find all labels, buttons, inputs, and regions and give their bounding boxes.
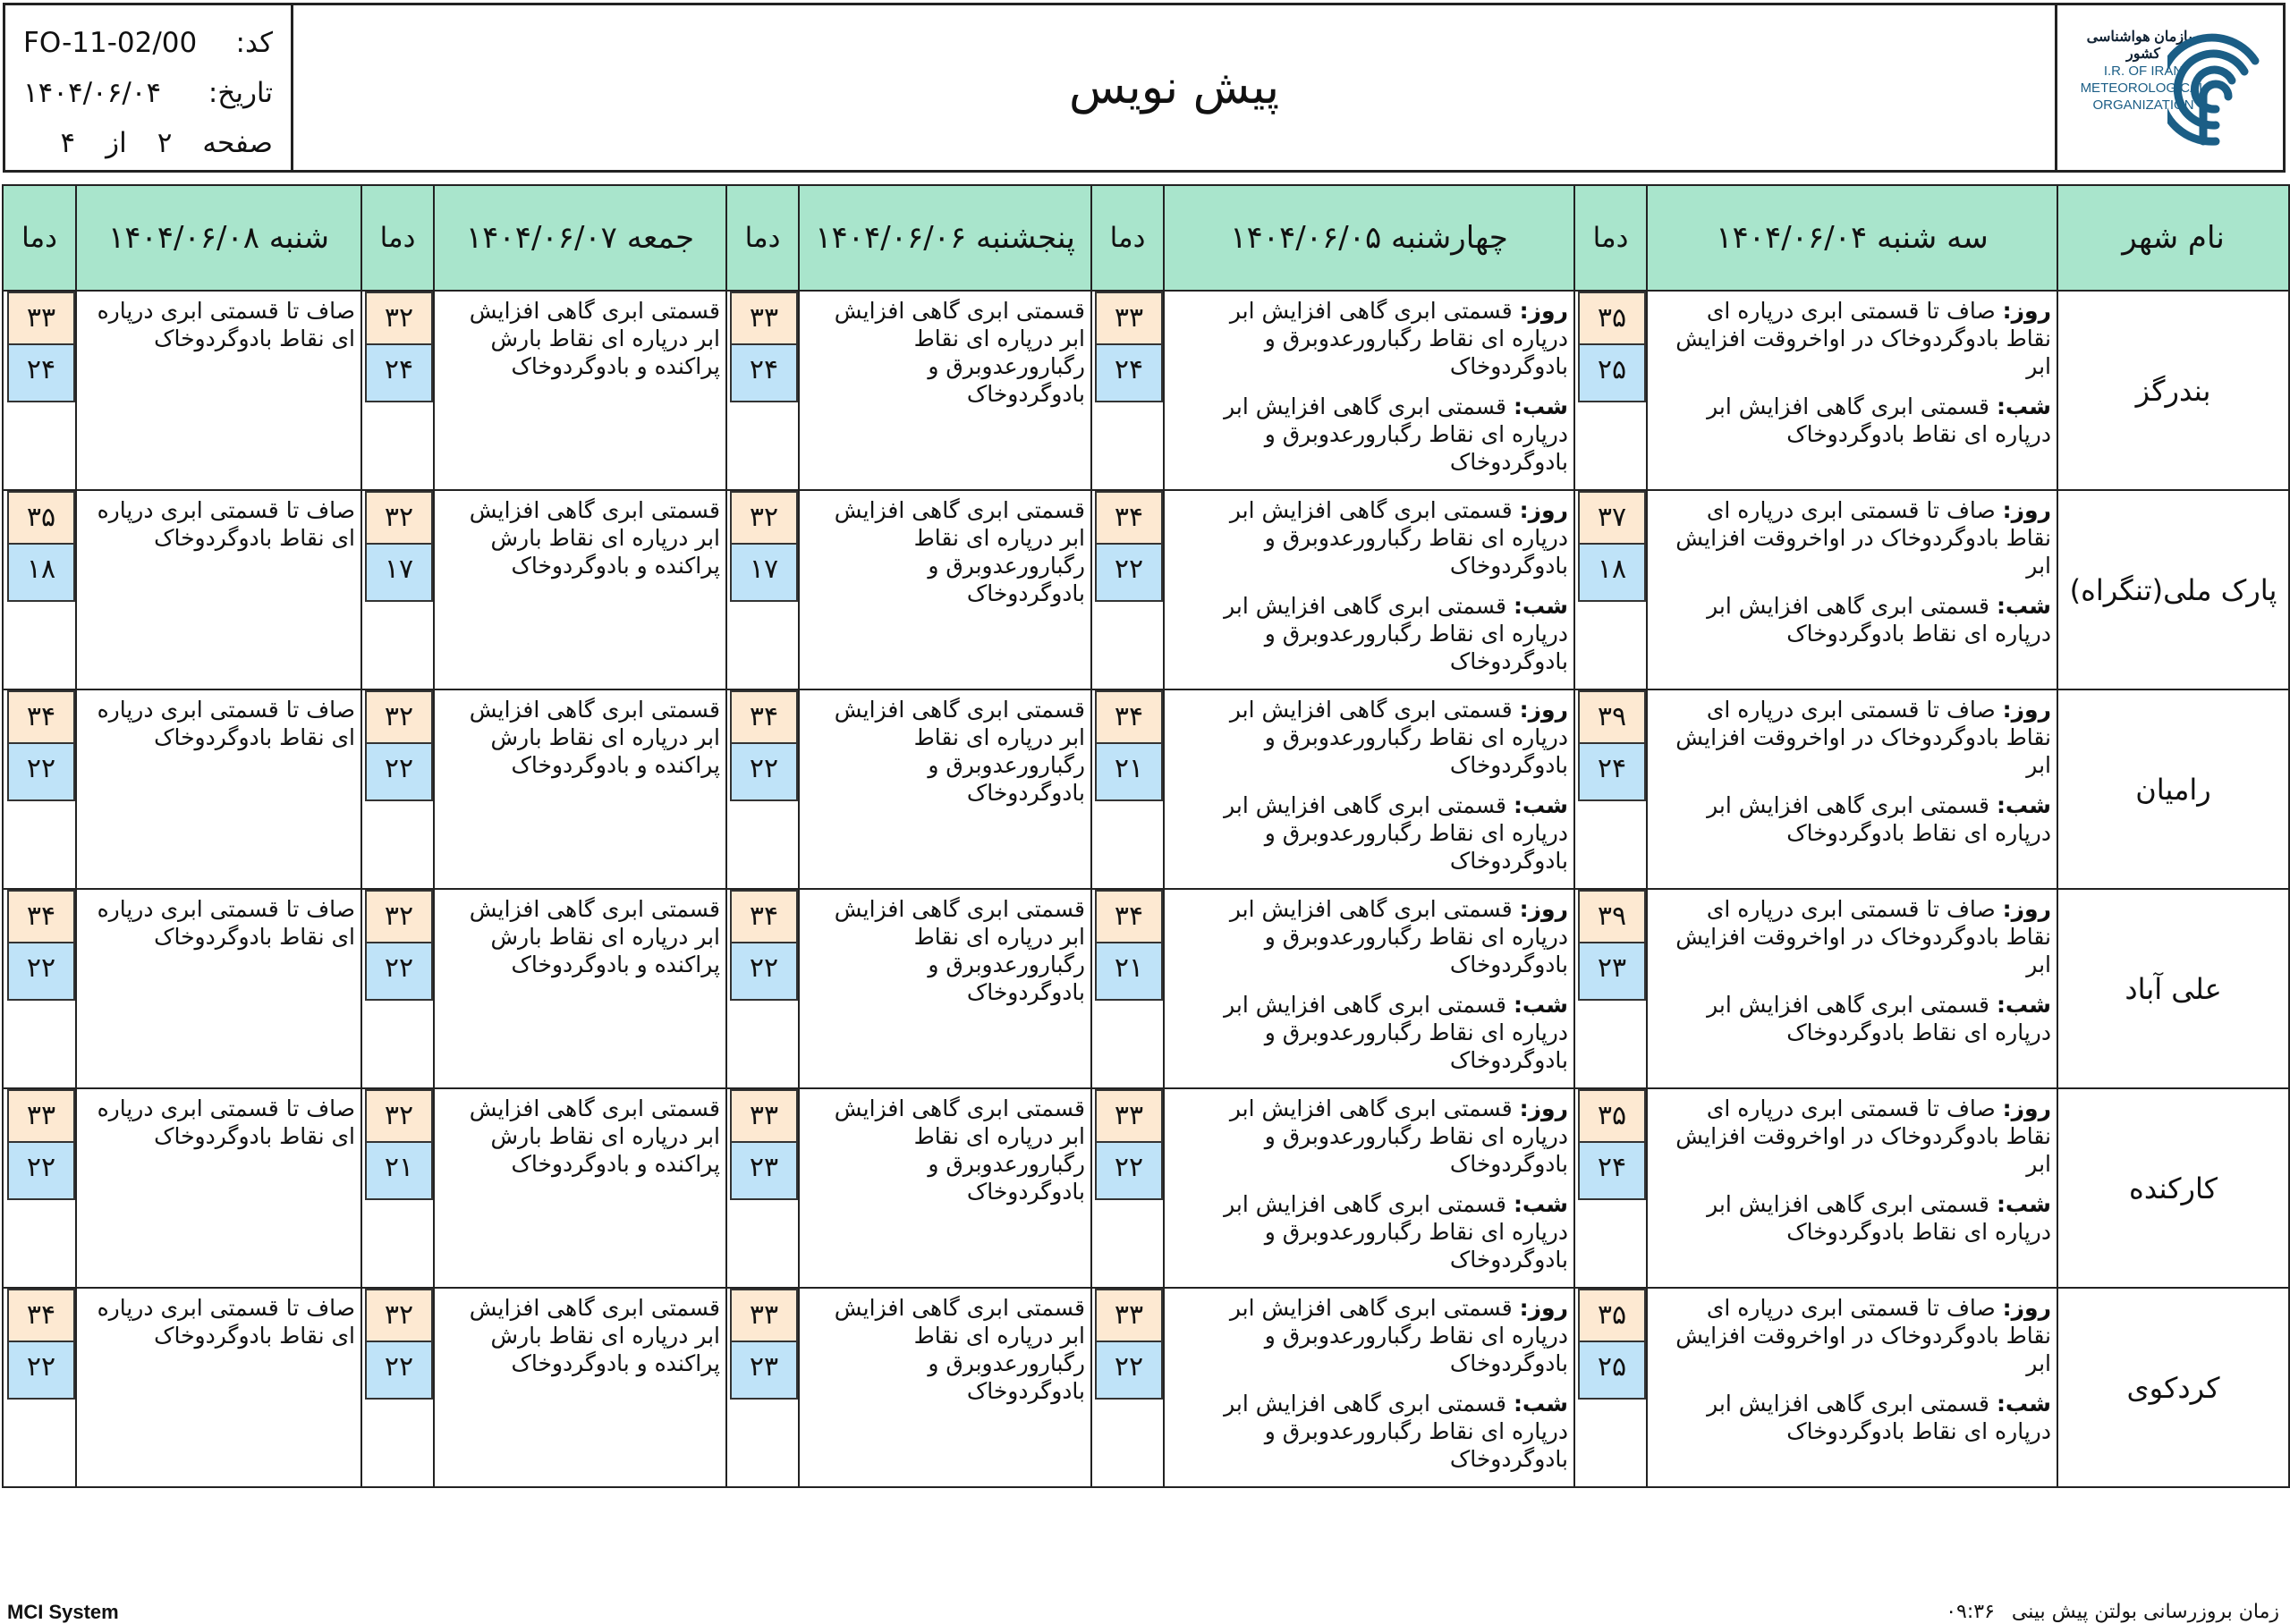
city-name: کارکنده: [2057, 1088, 2289, 1288]
city-name: کردکوی: [2057, 1288, 2289, 1487]
min-temp: ۲۴: [1578, 1143, 1646, 1200]
max-temp: ۳۵: [7, 491, 75, 545]
forecast-text: قسمتی ابری گاهی افزایش ابر درپاره ای نقاط رگبارورعدوبرق و بادوگردوخاک: [834, 1295, 1085, 1404]
night-forecast-text: قسمتی ابری گاهی افزایش ابر درپاره ای نقاط رگبارورعدوبرق و بادوگردوخاک: [1224, 1391, 1568, 1472]
temp-cell: [726, 490, 799, 689]
forecast-description: [76, 1288, 361, 1487]
temp-cell: [726, 1088, 799, 1288]
day-header-2: چهارشنبه ۱۴۰۴/۰۶/۰۵: [1164, 185, 1574, 291]
temp-cell: [726, 291, 799, 490]
temp-cell: [361, 1088, 434, 1288]
spiral-logo-icon: [2167, 25, 2264, 150]
night-label: شب:: [1513, 1391, 1568, 1417]
city-column-header: نام شهر: [2057, 185, 2289, 291]
day-forecast-text: صاف تا قسمتی ابری درپاره ای نقاط بادوگردوخاک در اواخروقت افزایش ابر: [1675, 298, 2051, 379]
forecast-description: [799, 490, 1091, 689]
temp-cell: [726, 689, 799, 889]
forecast-text: صاف تا قسمتی ابری درپاره ای نقاط بادوگردوخاک: [97, 1095, 355, 1149]
forecast-text: قسمتی ابری گاهی افزایش ابر درپاره ای نقاط بارش پراکنده و بادوگردوخاک: [469, 298, 720, 379]
min-temp: ۲۱: [1095, 943, 1163, 1001]
max-temp: ۳۴: [730, 690, 798, 744]
day-forecast-text: صاف تا قسمتی ابری درپاره ای نقاط بادوگردوخاک در اواخروقت افزایش ابر: [1675, 1095, 2051, 1177]
day-forecast: [1172, 696, 1568, 779]
forecast-day-night: [1647, 490, 2057, 689]
min-temp: ۲۴: [7, 345, 75, 402]
day-label: روز:: [2002, 1095, 2051, 1121]
night-label: شب:: [1996, 1391, 2051, 1417]
logo-fa-text: سازمان هواشناسی کشور: [2086, 30, 2201, 62]
day-forecast: [1172, 895, 1568, 978]
date-value: ۱۴۰۴/۰۶/۰۴: [23, 77, 162, 109]
day-forecast: [1655, 696, 2051, 779]
temp-cell: [1574, 291, 1647, 490]
min-temp: ۲۲: [7, 744, 75, 801]
day-label: روز:: [1519, 697, 1568, 723]
code-label: کد:: [235, 27, 273, 59]
forecast-description: [434, 1288, 726, 1487]
page-title: پیش نویس: [1068, 61, 1280, 114]
temp-cell: [3, 689, 76, 889]
temp-cell: [1574, 1088, 1647, 1288]
day-label: روز:: [1519, 298, 1568, 324]
max-temp: ۳۲: [365, 1089, 433, 1143]
max-temp: ۳۲: [365, 292, 433, 345]
min-temp: ۲۲: [730, 744, 798, 801]
night-forecast: [1655, 592, 2051, 647]
day-forecast: [1655, 297, 2051, 380]
min-temp: ۲۱: [1095, 744, 1163, 801]
table-row: [3, 689, 2289, 889]
code-value: FO-11-02/00: [23, 27, 198, 59]
min-temp: ۲۳: [1578, 943, 1646, 1001]
min-temp: ۱۷: [365, 545, 433, 602]
night-forecast-text: قسمتی ابری گاهی افزایش ابر درپاره ای نقاط بادوگردوخاک: [1707, 992, 2051, 1045]
day-label: روز:: [2002, 1295, 2051, 1321]
temp-cell: [3, 291, 76, 490]
forecast-description: [76, 291, 361, 490]
temp-cell: [3, 1088, 76, 1288]
temp-cell: [1091, 689, 1164, 889]
page-label: صفحه: [202, 127, 273, 159]
temp-cell: [361, 689, 434, 889]
temp-cell: [3, 889, 76, 1088]
day-forecast: [1172, 1095, 1568, 1178]
forecast-day-night: [1647, 291, 2057, 490]
max-temp: ۳۳: [730, 1289, 798, 1342]
day-forecast: [1172, 297, 1568, 380]
day-forecast-text: قسمتی ابری گاهی افزایش ابر درپاره ای نقاط رگبارورعدوبرق و بادوگردوخاک: [1229, 896, 1568, 977]
forecast-table: [2, 184, 2290, 1488]
city-name: رامیان: [2057, 689, 2289, 889]
max-temp: ۳۲: [365, 491, 433, 545]
forecast-description: [434, 889, 726, 1088]
day-forecast-text: صاف تا قسمتی ابری درپاره ای نقاط بادوگردوخاک در اواخروقت افزایش ابر: [1675, 697, 2051, 778]
logo-en-line3: ORGANIZATION: [2092, 97, 2194, 113]
max-temp: ۳۴: [1095, 890, 1163, 943]
day-forecast: [1172, 496, 1568, 579]
forecast-description: [76, 490, 361, 689]
date-label: تاریخ:: [208, 77, 273, 109]
night-forecast-text: قسمتی ابری گاهی افزایش ابر درپاره ای نقاط بادوگردوخاک: [1707, 1191, 2051, 1245]
max-temp: ۳۳: [7, 292, 75, 345]
max-temp: ۳۲: [365, 1289, 433, 1342]
forecast-description: [76, 889, 361, 1088]
forecast-day-night: [1164, 291, 1574, 490]
table-header-row: [3, 185, 2289, 291]
temp-cell: [361, 490, 434, 689]
forecast-day-night: [1164, 1288, 1574, 1487]
table-row: [3, 291, 2289, 490]
min-temp: ۱۸: [1578, 545, 1646, 602]
night-forecast-text: قسمتی ابری گاهی افزایش ابر درپاره ای نقاط بادوگردوخاک: [1707, 792, 2051, 846]
night-forecast: [1655, 1390, 2051, 1445]
max-temp: ۳۲: [365, 890, 433, 943]
min-temp: ۲۳: [730, 1143, 798, 1200]
temp-cell: [726, 1288, 799, 1487]
night-forecast: [1655, 791, 2051, 847]
forecast-text: قسمتی ابری گاهی افزایش ابر درپاره ای نقاط رگبارورعدوبرق و بادوگردوخاک: [834, 1095, 1085, 1205]
night-forecast: [1655, 991, 2051, 1046]
day-label: روز:: [2002, 497, 2051, 523]
max-temp: ۳۹: [1578, 890, 1646, 943]
max-temp: ۳۴: [1095, 690, 1163, 744]
logo-en-line2: METEOROLOGICAL: [2080, 80, 2207, 96]
forecast-description: [799, 889, 1091, 1088]
table-row: [3, 1288, 2289, 1487]
max-temp: ۳۲: [365, 690, 433, 744]
night-label: شب:: [1513, 593, 1568, 619]
page-of: از: [106, 127, 127, 159]
min-temp: ۲۲: [7, 943, 75, 1001]
forecast-day-night: [1647, 1288, 2057, 1487]
night-label: شب:: [1996, 1191, 2051, 1217]
min-temp: ۲۴: [365, 345, 433, 402]
forecast-day-night: [1647, 889, 2057, 1088]
footer-system-label: MCI System: [7, 1601, 119, 1623]
temp-cell: [1091, 490, 1164, 689]
min-temp: ۲۵: [1578, 1342, 1646, 1400]
day-label: روز:: [1519, 1095, 1568, 1121]
night-label: شب:: [1513, 1191, 1568, 1217]
page-current: ۲: [157, 127, 173, 159]
forecast-table-body: [3, 291, 2289, 1487]
max-temp: ۳۳: [1095, 1289, 1163, 1342]
night-label: شب:: [1513, 393, 1568, 419]
day-forecast-text: قسمتی ابری گاهی افزایش ابر درپاره ای نقاط رگبارورعدوبرق و بادوگردوخاک: [1229, 1095, 1568, 1177]
max-temp: ۳۳: [1095, 292, 1163, 345]
max-temp: ۳۳: [7, 1089, 75, 1143]
day-forecast-text: قسمتی ابری گاهی افزایش ابر درپاره ای نقاط رگبارورعدوبرق و بادوگردوخاک: [1229, 1295, 1568, 1376]
footer-update: [1946, 1601, 2279, 1623]
temp-cell: [361, 889, 434, 1088]
max-temp: ۳۲: [730, 491, 798, 545]
day-forecast-text: صاف تا قسمتی ابری درپاره ای نقاط بادوگردوخاک در اواخروقت افزایش ابر: [1675, 1295, 2051, 1376]
temp-cell: [1091, 889, 1164, 1088]
forecast-text: قسمتی ابری گاهی افزایش ابر درپاره ای نقاط بارش پراکنده و بادوگردوخاک: [469, 896, 720, 977]
update-time: ۰۹:۳۶: [1946, 1601, 1995, 1623]
forecast-text: قسمتی ابری گاهی افزایش ابر درپاره ای نقاط رگبارورعدوبرق و بادوگردوخاک: [834, 298, 1085, 407]
forecast-text: صاف تا قسمتی ابری درپاره ای نقاط بادوگردوخاک: [97, 497, 355, 551]
max-temp: ۳۴: [7, 690, 75, 744]
temp-cell: [3, 1288, 76, 1487]
organization-logo: [2055, 5, 2283, 170]
temp-cell: [1091, 1088, 1164, 1288]
city-name: علی آباد: [2057, 889, 2289, 1088]
max-temp: ۳۴: [7, 1289, 75, 1342]
night-forecast-text: قسمتی ابری گاهی افزایش ابر درپاره ای نقاط رگبارورعدوبرق و بادوگردوخاک: [1224, 992, 1568, 1073]
temp-cell: [3, 490, 76, 689]
night-forecast-text: قسمتی ابری گاهی افزایش ابر درپاره ای نقاط بادوگردوخاک: [1707, 593, 2051, 647]
forecast-day-night: [1164, 689, 1574, 889]
forecast-description: [76, 689, 361, 889]
forecast-text: صاف تا قسمتی ابری درپاره ای نقاط بادوگردوخاک: [97, 298, 355, 351]
max-temp: ۳۴: [1095, 491, 1163, 545]
temp-cell: [1574, 889, 1647, 1088]
night-forecast-text: قسمتی ابری گاهی افزایش ابر درپاره ای نقاط بادوگردوخاک: [1707, 1391, 2051, 1444]
forecast-text: قسمتی ابری گاهی افزایش ابر درپاره ای نقاط بارش پراکنده و بادوگردوخاک: [469, 1295, 720, 1376]
night-forecast: [1655, 1190, 2051, 1246]
meta-page: [23, 118, 273, 168]
min-temp: ۲۲: [365, 1342, 433, 1400]
night-label: شب:: [1996, 393, 2051, 419]
max-temp: ۳۷: [1578, 491, 1646, 545]
night-forecast: [1172, 791, 1568, 875]
day-forecast-text: صاف تا قسمتی ابری درپاره ای نقاط بادوگردوخاک در اواخروقت افزایش ابر: [1675, 497, 2051, 579]
forecast-text: قسمتی ابری گاهی افزایش ابر درپاره ای نقاط رگبارورعدوبرق و بادوگردوخاک: [834, 697, 1085, 806]
day-forecast: [1655, 1095, 2051, 1178]
forecast-day-night: [1647, 1088, 2057, 1288]
temp-cell: [726, 889, 799, 1088]
min-temp: ۲۴: [730, 345, 798, 402]
temp-header-3: دما: [726, 185, 799, 291]
night-forecast: [1172, 393, 1568, 476]
day-label: روز:: [2002, 697, 2051, 723]
meta-date: [23, 68, 273, 118]
day-header-5: شنبه ۱۴۰۴/۰۶/۰۸: [76, 185, 361, 291]
min-temp: ۲۲: [1095, 1143, 1163, 1200]
temp-header-2: دما: [1091, 185, 1164, 291]
temp-header-1: دما: [1574, 185, 1647, 291]
forecast-text: قسمتی ابری گاهی افزایش ابر درپاره ای نقاط رگبارورعدوبرق و بادوگردوخاک: [834, 497, 1085, 606]
night-forecast: [1172, 991, 1568, 1074]
max-temp: ۳۵: [1578, 292, 1646, 345]
night-forecast-text: قسمتی ابری گاهی افزایش ابر درپاره ای نقاط رگبارورعدوبرق و بادوگردوخاک: [1224, 393, 1568, 475]
temp-cell: [361, 1288, 434, 1487]
day-header-3: پنجشنبه ۱۴۰۴/۰۶/۰۶: [799, 185, 1091, 291]
forecast-text: قسمتی ابری گاهی افزایش ابر درپاره ای نقاط رگبارورعدوبرق و بادوگردوخاک: [834, 896, 1085, 1005]
night-forecast-text: قسمتی ابری گاهی افزایش ابر درپاره ای نقاط رگبارورعدوبرق و بادوگردوخاک: [1224, 792, 1568, 874]
min-temp: ۱۸: [7, 545, 75, 602]
day-label: روز:: [1519, 1295, 1568, 1321]
min-temp: ۲۴: [1095, 345, 1163, 402]
max-temp: ۳۳: [730, 1089, 798, 1143]
min-temp: ۲۲: [7, 1342, 75, 1400]
night-forecast-text: قسمتی ابری گاهی افزایش ابر درپاره ای نقاط بادوگردوخاک: [1707, 393, 2051, 447]
day-forecast-text: قسمتی ابری گاهی افزایش ابر درپاره ای نقاط رگبارورعدوبرق و بادوگردوخاک: [1229, 298, 1568, 379]
day-forecast-text: صاف تا قسمتی ابری درپاره ای نقاط بادوگردوخاک در اواخروقت افزایش ابر: [1675, 896, 2051, 977]
temp-cell: [1574, 1288, 1647, 1487]
table-row: [3, 889, 2289, 1088]
day-header-1: سه شنبه ۱۴۰۴/۰۶/۰۴: [1647, 185, 2057, 291]
temp-cell: [1091, 291, 1164, 490]
max-temp: ۳۵: [1578, 1289, 1646, 1342]
forecast-description: [76, 1088, 361, 1288]
forecast-description: [799, 1288, 1091, 1487]
day-forecast: [1172, 1294, 1568, 1377]
night-forecast: [1655, 393, 2051, 448]
table-row: [3, 490, 2289, 689]
min-temp: ۲۲: [7, 1143, 75, 1200]
forecast-text: قسمتی ابری گاهی افزایش ابر درپاره ای نقاط بارش پراکنده و بادوگردوخاک: [469, 1095, 720, 1177]
page-total: ۴: [60, 127, 76, 159]
max-temp: ۳۳: [1095, 1089, 1163, 1143]
form-meta: [5, 5, 293, 170]
min-temp: ۱۷: [730, 545, 798, 602]
forecast-description: [799, 689, 1091, 889]
temp-cell: [1091, 1288, 1164, 1487]
forecast-day-night: [1164, 1088, 1574, 1288]
document-header: [3, 3, 2286, 173]
min-temp: ۲۲: [365, 943, 433, 1001]
night-forecast: [1172, 592, 1568, 675]
temp-cell: [1574, 689, 1647, 889]
night-label: شب:: [1513, 992, 1568, 1018]
max-temp: ۳۴: [730, 890, 798, 943]
city-name: پارک ملی(تنگراه): [2057, 490, 2289, 689]
day-header-4: جمعه ۱۴۰۴/۰۶/۰۷: [434, 185, 726, 291]
max-temp: ۳۳: [730, 292, 798, 345]
table-row: [3, 1088, 2289, 1288]
min-temp: ۲۲: [365, 744, 433, 801]
night-label: شب:: [1513, 792, 1568, 818]
day-label: روز:: [2002, 896, 2051, 922]
temp-header-5: دما: [3, 185, 76, 291]
day-label: روز:: [1519, 896, 1568, 922]
day-label: روز:: [2002, 298, 2051, 324]
night-forecast-text: قسمتی ابری گاهی افزایش ابر درپاره ای نقاط رگبارورعدوبرق و بادوگردوخاک: [1224, 593, 1568, 674]
night-forecast: [1172, 1390, 1568, 1473]
forecast-description: [799, 1088, 1091, 1288]
temp-cell: [361, 291, 434, 490]
min-temp: ۲۱: [365, 1143, 433, 1200]
meta-code: [23, 18, 273, 68]
forecast-day-night: [1164, 889, 1574, 1088]
max-temp: ۳۹: [1578, 690, 1646, 744]
forecast-description: [434, 291, 726, 490]
forecast-description: [799, 291, 1091, 490]
logo-en-line1: I.R. OF IRAN: [2103, 63, 2184, 79]
night-label: شب:: [1996, 792, 2051, 818]
min-temp: ۲۲: [730, 943, 798, 1001]
day-forecast: [1655, 1294, 2051, 1377]
temp-cell: [1574, 490, 1647, 689]
min-temp: ۲۲: [1095, 545, 1163, 602]
day-forecast-text: قسمتی ابری گاهی افزایش ابر درپاره ای نقاط رگبارورعدوبرق و بادوگردوخاک: [1229, 697, 1568, 778]
min-temp: ۲۲: [1095, 1342, 1163, 1400]
min-temp: ۲۳: [730, 1342, 798, 1400]
day-forecast: [1655, 895, 2051, 978]
night-label: شب:: [1996, 593, 2051, 619]
forecast-description: [434, 1088, 726, 1288]
night-forecast-text: قسمتی ابری گاهی افزایش ابر درپاره ای نقاط رگبارورعدوبرق و بادوگردوخاک: [1224, 1191, 1568, 1273]
forecast-text: قسمتی ابری گاهی افزایش ابر درپاره ای نقاط بارش پراکنده و بادوگردوخاک: [469, 697, 720, 778]
forecast-day-night: [1164, 490, 1574, 689]
day-forecast: [1655, 496, 2051, 579]
temp-header-4: دما: [361, 185, 434, 291]
night-forecast: [1172, 1190, 1568, 1273]
min-temp: ۲۵: [1578, 345, 1646, 402]
forecast-text: صاف تا قسمتی ابری درپاره ای نقاط بادوگردوخاک: [97, 697, 355, 750]
forecast-description: [434, 689, 726, 889]
forecast-text: صاف تا قسمتی ابری درپاره ای نقاط بادوگردوخاک: [97, 896, 355, 950]
max-temp: ۳۴: [7, 890, 75, 943]
forecast-text: صاف تا قسمتی ابری درپاره ای نقاط بادوگردوخاک: [97, 1295, 355, 1349]
forecast-day-night: [1647, 689, 2057, 889]
min-temp: ۲۴: [1578, 744, 1646, 801]
forecast-text: قسمتی ابری گاهی افزایش ابر درپاره ای نقاط بارش پراکنده و بادوگردوخاک: [469, 497, 720, 579]
day-label: روز:: [1519, 497, 1568, 523]
forecast-description: [434, 490, 726, 689]
max-temp: ۳۵: [1578, 1089, 1646, 1143]
night-label: شب:: [1996, 992, 2051, 1018]
update-label: زمان بروزرسانی بولتن پیش بینی: [2011, 1601, 2279, 1623]
day-forecast-text: قسمتی ابری گاهی افزایش ابر درپاره ای نقاط رگبارورعدوبرق و بادوگردوخاک: [1229, 497, 1568, 579]
city-name: بندرگز: [2057, 291, 2289, 490]
